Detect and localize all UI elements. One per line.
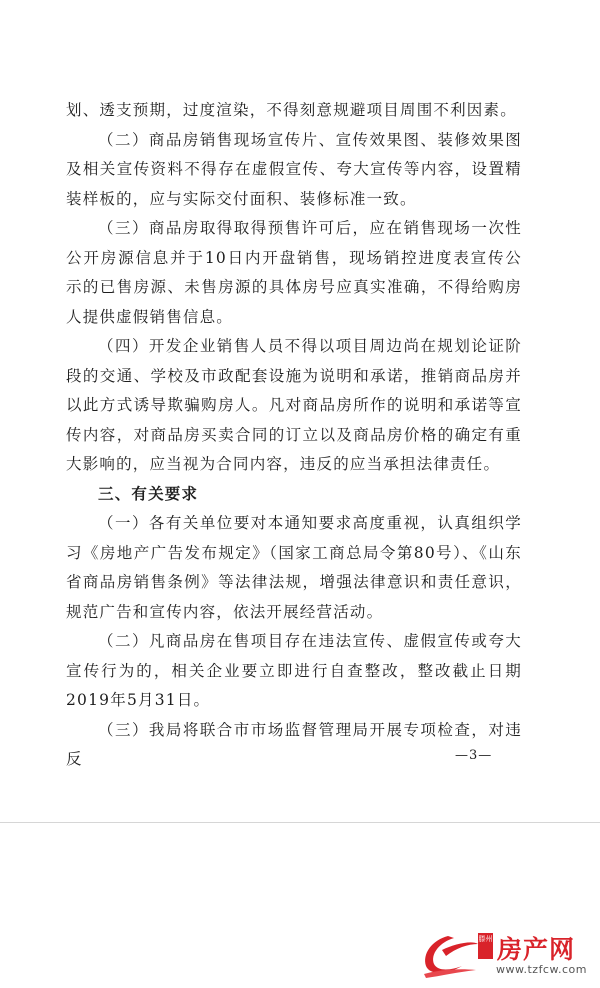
- site-watermark: [418, 930, 594, 982]
- paragraph-item-3-2: （二）凡商品房在售项目存在违法宣传、虚假宣传或夸大宣传行为的，相关企业要立即进行自查整改，整改截止日期2019年5月31日。: [66, 632, 522, 709]
- paragraph-item-2-2: （二）商品房销售现场宣传片、宣传效果图、装修效果图及相关宣传资料不得存在虚假宣传、夸大宣传等内容，设置精装样板的，应与实际交付面积、装修标准一致。: [66, 130, 522, 208]
- watermark-swoosh-icon: [418, 930, 480, 978]
- watermark-brand: 房产网: [497, 935, 576, 964]
- watermark-url: www.tzfcw.com: [496, 963, 587, 976]
- paragraph-item-3-1: （一）各有关单位要对本通知要求高度重视，认真组织学习《房地产广告发布规定》（国家工商总局令第80号）、《山东省商品房销售条例》等法律法规，增强法律意识和责任意识，规范广告和宣传内容，依法开展经营活动。: [66, 514, 522, 621]
- watermark-tag: 滕州: [478, 933, 493, 959]
- page-number: —3—: [455, 748, 493, 763]
- paragraph-item-2-4: （四）开发企业销售人员不得以项目周边尚在规划论证阶段的交通、学校及市政配套设施为说明和承诺，推销商品房并以此方式诱导欺骗购房人。凡对商品房所作的说明和承诺等宣传内容，对商品房买卖合同的订立以及商品房价格的确定有重大影响的，应当视为合同内容，违反的应当承担法律责任。: [66, 337, 522, 473]
- paragraph-item-3-3: （三）我局将联合市市场监督管理局开展专项检查，对违反: [66, 720, 522, 768]
- page-divider: [0, 822, 600, 823]
- document-body: [66, 96, 522, 775]
- section-heading-requirements: 三、有关要求: [98, 484, 199, 503]
- paragraph-item-2-3: （三）商品房取得取得预售许可后，应在销售现场一次性公开房源信息并于10日内开盘销售，现场销控进度表宣传公示的已售房源、未售房源的具体房号应真实准确，不得给购房人提供虚假销售信息。: [66, 219, 522, 326]
- paragraph-continuation: 划、透支预期，过度渲染，不得刻意规避项目周围不利因素。: [66, 101, 517, 119]
